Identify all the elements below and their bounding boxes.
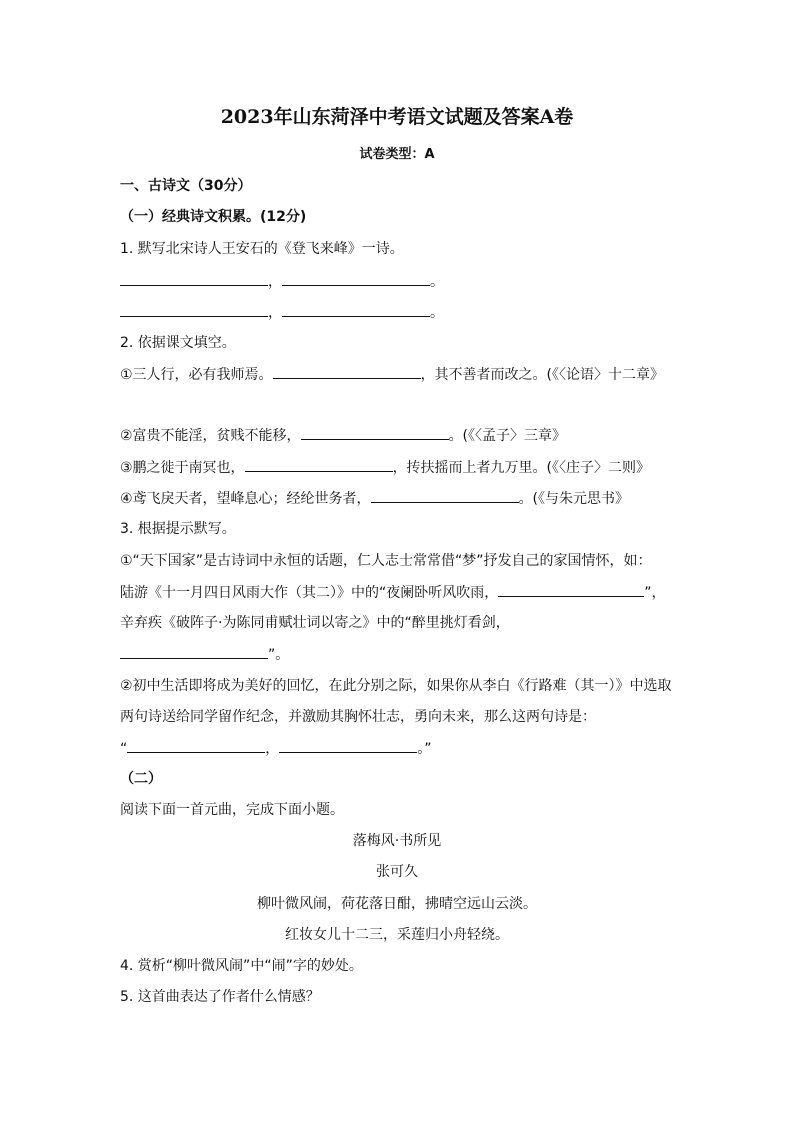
- answer-blank[interactable]: [127, 738, 265, 753]
- reading-intro: 阅读下面一首元曲，完成下面小题。: [120, 802, 344, 818]
- question-1-prompt: 1. 默写北宋诗人王安石的《登飞来峰》一诗。: [120, 241, 404, 257]
- paper-type: 试卷类型：A: [359, 147, 435, 162]
- question-1-line-1: ， 。: [120, 271, 444, 292]
- page-title: 2023年山东菏泽中考语文试题及答案A卷: [220, 106, 574, 128]
- answer-blank[interactable]: [282, 271, 430, 286]
- answer-blank[interactable]: [273, 364, 421, 379]
- answer-blank[interactable]: [498, 582, 644, 597]
- answer-blank[interactable]: [120, 302, 268, 317]
- question-3-prompt: 3. 根据提示默写。: [120, 521, 236, 537]
- question-3b-line-2: 两句诗送给同学留作纪念，并激励其胸怀壮志，勇向未来，那么这两句诗是：: [120, 709, 596, 725]
- question-3a-line-2: 陆游《十一月四日风雨大作（其二）》中的“夜阑卧听风吹雨， ”，: [120, 582, 666, 603]
- answer-blank[interactable]: [120, 644, 268, 659]
- answer-blank[interactable]: [245, 457, 393, 472]
- question-3a-line-4: ”。: [120, 644, 289, 665]
- question-4: 4. 赏析“柳叶微风闹”中“闹”字的妙处。: [120, 958, 363, 974]
- answer-blank[interactable]: [282, 302, 430, 317]
- poem-line-1: 柳叶微风闹，荷花落日酣，拂晴空远山云淡。: [257, 896, 537, 912]
- question-2-item-1: ①三人行，必有我师焉。 ，其不善者而改之。(《〈论语〉十二章》: [120, 364, 664, 385]
- question-2-item-3: ③鹏之徙于南冥也， ，抟扶摇而上者九万里。(《〈庄子〉二则》: [120, 457, 650, 478]
- question-1-line-2: ， 。: [120, 302, 444, 323]
- poem-author: 张可久: [376, 864, 418, 880]
- answer-blank[interactable]: [371, 488, 519, 503]
- question-2-prompt: 2. 依据课文填空。: [120, 335, 236, 351]
- question-3a-line-1: ①“天下国家”是古诗词中永恒的话题，仁人志士常常借“梦”抒发自己的家国情怀，如：: [120, 553, 652, 569]
- answer-blank[interactable]: [120, 271, 268, 286]
- poem-title: 落梅风·书所见: [352, 833, 442, 849]
- answer-blank[interactable]: [301, 425, 449, 440]
- subsection-heading-2: （二）: [120, 771, 162, 787]
- question-5: 5. 这首曲表达了作者什么情感？: [120, 989, 320, 1005]
- question-3b-line-3: “ ， 。”: [120, 738, 432, 759]
- question-3b-line-1: ②初中生活即将成为美好的回忆，在此分别之际，如果你从李白《行路难（其一）》中选取: [120, 678, 672, 694]
- subsection-heading: （一）经典诗文积累。(12分): [120, 209, 307, 225]
- question-2-item-2: ②富贵不能淫，贫贱不能移， 。(《〈孟子〉三章》: [120, 425, 566, 446]
- question-2-item-4: ④鸢飞戾天者，望峰息心；经纶世务者， 。(《与朱元思书》: [120, 488, 629, 509]
- section-heading: 一、古诗文（30分）: [120, 178, 252, 194]
- answer-blank[interactable]: [279, 738, 417, 753]
- poem-line-2: 红妆女儿十二三，采莲归小舟轻绕。: [285, 927, 509, 943]
- question-3a-line-3: 辛弃疾《破阵子·为陈同甫赋壮词以寄之》中的“醉里挑灯看剑，: [120, 615, 510, 631]
